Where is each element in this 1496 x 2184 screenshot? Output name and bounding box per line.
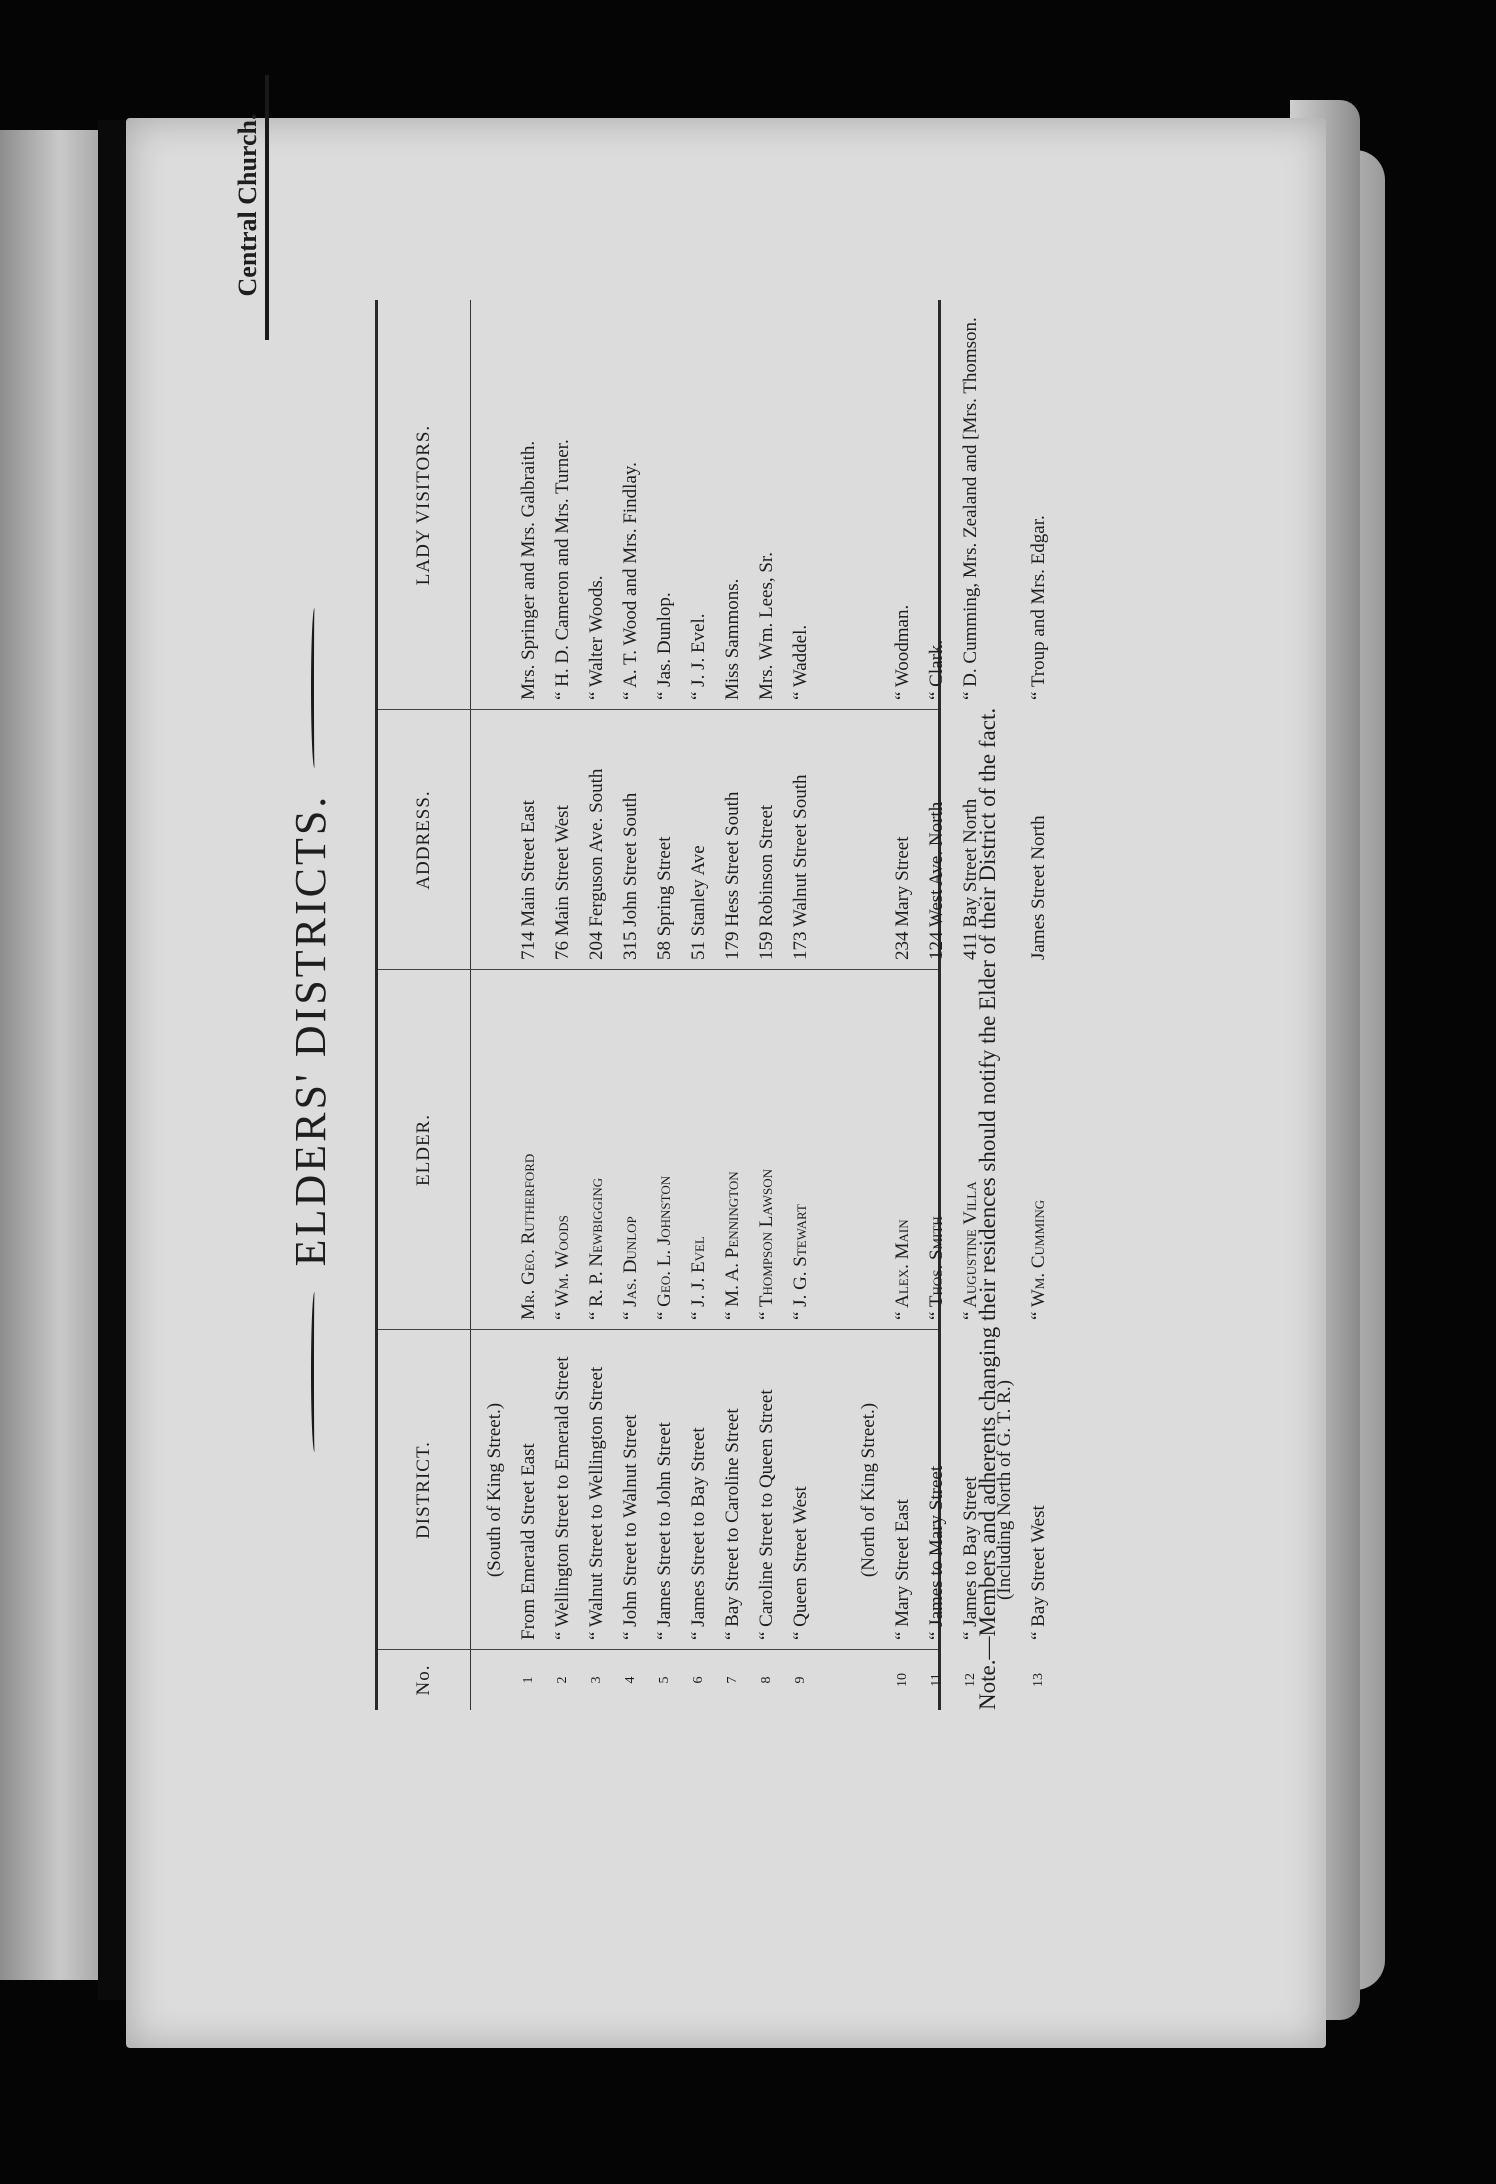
row-number: 1 (521, 1676, 536, 1684)
header-no: No. (378, 1650, 471, 1710)
address-cell: 51 Stanley Ave (688, 845, 709, 960)
address-cell: 411 Bay Street North (960, 798, 981, 960)
address-cell: 58 Spring Street (654, 836, 675, 960)
row-number: 2 (555, 1676, 570, 1684)
address-cell: James Street North (1028, 815, 1049, 960)
elder-cell: “ J. J. Evel (688, 1236, 709, 1320)
row-number: 3 (589, 1676, 604, 1684)
row-number: 11 (929, 1673, 944, 1687)
lady-visitors-cell: “ Clark. (926, 639, 947, 700)
section-heading: (North of King Street.) (858, 1402, 879, 1578)
header-district: DISTRICT. (378, 1330, 471, 1650)
row-number: 8 (759, 1676, 774, 1684)
row-number: 9 (793, 1676, 808, 1684)
lady-visitors-cell: “ H. D. Cameron and Mrs. Turner. (552, 439, 573, 700)
address-cell: 173 Walnut Street South (790, 774, 811, 960)
title-swash-left (311, 1292, 318, 1452)
lady-visitors-cell: “ Waddel. (790, 624, 811, 700)
district-cell: “ James Street to John Street (654, 1422, 675, 1640)
district-cell: “ James to Mary Street (926, 1465, 947, 1640)
elder-cell: “ R. P. Newbigging (586, 1177, 607, 1320)
elder-cell: “ Augustine Villa (960, 1181, 981, 1320)
district-cell: “ James to Bay Street (960, 1476, 981, 1640)
lady-visitors-cell: Mrs. Wm. Lees, Sr. (756, 552, 777, 700)
section-heading: (Including North of G. T. R.) (994, 1380, 1015, 1600)
lady-visitors-cell: “ A. T. Wood and Mrs. Findlay. (620, 462, 641, 700)
district-cell: “ Caroline Street to Queen Street (756, 1389, 777, 1640)
lady-visitors-cell: “ Troup and Mrs. Edgar. (1028, 515, 1049, 700)
row-number: 12 (963, 1673, 978, 1687)
row-number: 7 (725, 1676, 740, 1684)
district-cell: “ Bay Street to Caroline Street (722, 1408, 743, 1640)
address-cell: 315 John Street South (620, 792, 641, 960)
elder-cell: “ Jas. Dunlop (620, 1216, 641, 1320)
elder-cell: “ J. G. Stewart (790, 1204, 811, 1320)
district-cell: “ Queen Street West (790, 1486, 811, 1640)
title-text: ELDERS' DISTRICTS. (286, 793, 335, 1267)
page-title (285, 340, 336, 1720)
footnote: Note.—Members and adherents changing their residences should notify the Elder of their District of the fact. (975, 707, 1000, 1710)
lady-visitors-cell: “ Woodman. (892, 604, 913, 700)
district-cell: “ Wellington Street to Emerald Street (552, 1356, 573, 1640)
district-cell: “ James Street to Bay Street (688, 1427, 709, 1640)
address-cell: 159 Robinson Street (756, 804, 777, 960)
elder-cell: “ Wm. Cumming (1028, 1199, 1049, 1320)
facing-page-edge (0, 130, 100, 1980)
lady-visitors-cell: “ Walter Woods. (586, 575, 607, 700)
address-cell: 179 Hess Street South (722, 791, 743, 960)
title-swash-right (311, 608, 318, 768)
lady-visitors-cell: Miss Sammons. (722, 578, 743, 700)
row-number: 13 (1031, 1673, 1046, 1687)
elder-cell: “ Wm. Woods (552, 1215, 573, 1320)
lady-visitors-cell: “ D. Cumming, Mrs. Zealand and [Mrs. Thomson. (960, 317, 981, 700)
address-cell: 76 Main Street West (552, 805, 573, 960)
district-cell: From Emerald Street East (518, 1443, 539, 1640)
column-rule (378, 969, 938, 970)
header-lady-visitors: LADY VISITORS. (378, 300, 471, 710)
address-cell: 204 Ferguson Ave. South (586, 768, 607, 960)
row-number: 4 (623, 1676, 638, 1684)
elder-cell: “ Thos. Smith (926, 1216, 947, 1320)
lady-visitors-cell: “ Jas. Dunlop. (654, 592, 675, 700)
address-cell: 124 West Ave. North (926, 801, 947, 960)
district-cell: “ John Street to Walnut Street (620, 1414, 641, 1640)
lady-visitors-cell: “ J. J. Evel. (688, 613, 709, 700)
row-number: 6 (691, 1676, 706, 1684)
address-cell: 714 Main Street East (518, 800, 539, 960)
running-header: Central Church. (233, 113, 262, 297)
district-cell: “ Bay Street West (1028, 1505, 1049, 1640)
elder-cell: Mr. Geo. Rutherford (518, 1153, 539, 1320)
elder-cell: “ Thompson Lawson (756, 1169, 777, 1320)
lady-visitors-cell: Mrs. Springer and Mrs. Galbraith. (518, 440, 539, 700)
row-number: 5 (657, 1676, 672, 1684)
section-heading: (South of King Street.) (484, 1402, 505, 1578)
elder-cell: “ M. A. Pennington (722, 1171, 743, 1320)
elder-cell: “ Geo. L. Johnston (654, 1175, 675, 1320)
address-cell: 234 Mary Street (892, 836, 913, 960)
row-number: 10 (895, 1673, 910, 1687)
district-cell: “ Mary Street East (892, 1499, 913, 1640)
header-rule (265, 75, 269, 340)
header-elder: ELDER. (378, 970, 471, 1330)
district-cell: “ Walnut Street to Wellington Street (586, 1366, 607, 1640)
elder-cell: “ Alex. Main (892, 1219, 913, 1320)
header-address: ADDRESS. (378, 710, 471, 970)
rotated-page-content (233, 113, 1049, 1720)
column-rule (378, 709, 938, 710)
